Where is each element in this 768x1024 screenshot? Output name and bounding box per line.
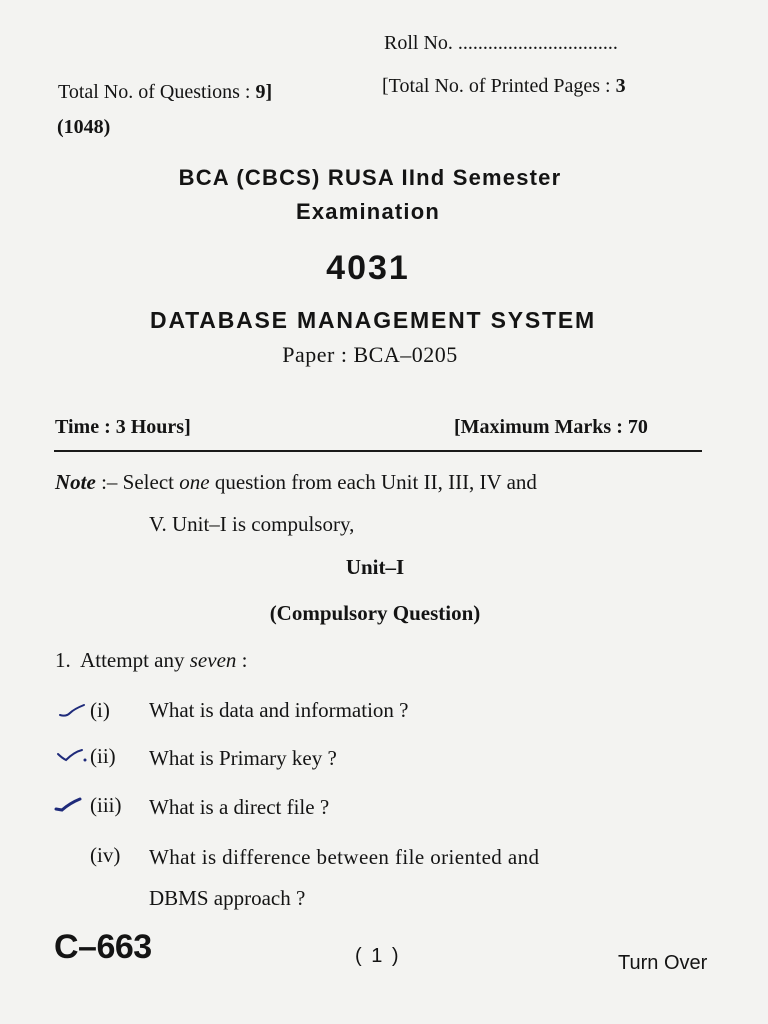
subject-code: 4031 <box>326 249 410 287</box>
unit-subheading: (Compulsory Question) <box>269 601 481 625</box>
note-text-pre: Select <box>122 470 180 494</box>
exam-title: BCA (CBCS) RUSA IInd Semester <box>178 165 562 190</box>
question-1 <box>55 648 247 673</box>
roll-number-field: Roll No. ................................ <box>384 32 618 54</box>
note-instruction-line2: V. Unit–I is compulsory, <box>149 512 355 536</box>
part-text: What is difference between file oriented and <box>149 845 540 869</box>
question-text-emph: seven <box>189 648 237 672</box>
check-mark-icon <box>54 797 82 813</box>
subject-title: DATABASE MANAGEMENT SYSTEM <box>150 307 596 333</box>
total-questions-label: Total No. of Questions : <box>58 81 256 103</box>
part-text: What is a direct file ? <box>149 795 330 819</box>
question-number: 1. <box>55 648 71 672</box>
total-questions-value: 9] <box>255 81 273 103</box>
paper-number: Paper : BCA–0205 <box>282 342 458 367</box>
time-allowed: Time : 3 Hours] <box>55 416 191 438</box>
divider <box>54 450 702 452</box>
note-text-emph: one <box>179 470 210 494</box>
printed-pages-value: 3 <box>615 75 626 97</box>
paper-code-number: (1048) <box>57 116 111 138</box>
check-mark-icon <box>56 748 88 764</box>
printed-pages <box>382 75 626 98</box>
check-mark-icon <box>58 703 86 719</box>
part-number: (i) <box>90 698 110 722</box>
question-text-post: : <box>236 648 248 672</box>
total-questions <box>58 81 272 104</box>
part-text: What is data and information ? <box>149 698 409 722</box>
printed-pages-label: [Total No. of Printed Pages : <box>382 75 616 97</box>
unit-heading: Unit–I <box>345 555 405 579</box>
note-instruction <box>55 470 537 495</box>
turn-over-label: Turn Over <box>618 952 708 974</box>
part-number: (iv) <box>90 843 121 867</box>
part-text: What is Primary key ? <box>149 746 337 770</box>
exam-title-line2: Examination <box>295 199 440 224</box>
maximum-marks: [Maximum Marks : 70 <box>454 416 648 438</box>
note-text-post: question from each Unit II, III, IV and <box>209 470 537 494</box>
note-sep: :– <box>95 470 123 494</box>
part-text-line2: DBMS approach ? <box>149 886 306 910</box>
footer-code: C–663 <box>54 928 152 966</box>
note-label: Note <box>55 470 96 494</box>
part-number: (ii) <box>90 744 116 768</box>
page-number: ( 1 ) <box>355 945 401 967</box>
part-number: (iii) <box>90 793 122 817</box>
question-text-pre: Attempt any <box>80 648 190 672</box>
